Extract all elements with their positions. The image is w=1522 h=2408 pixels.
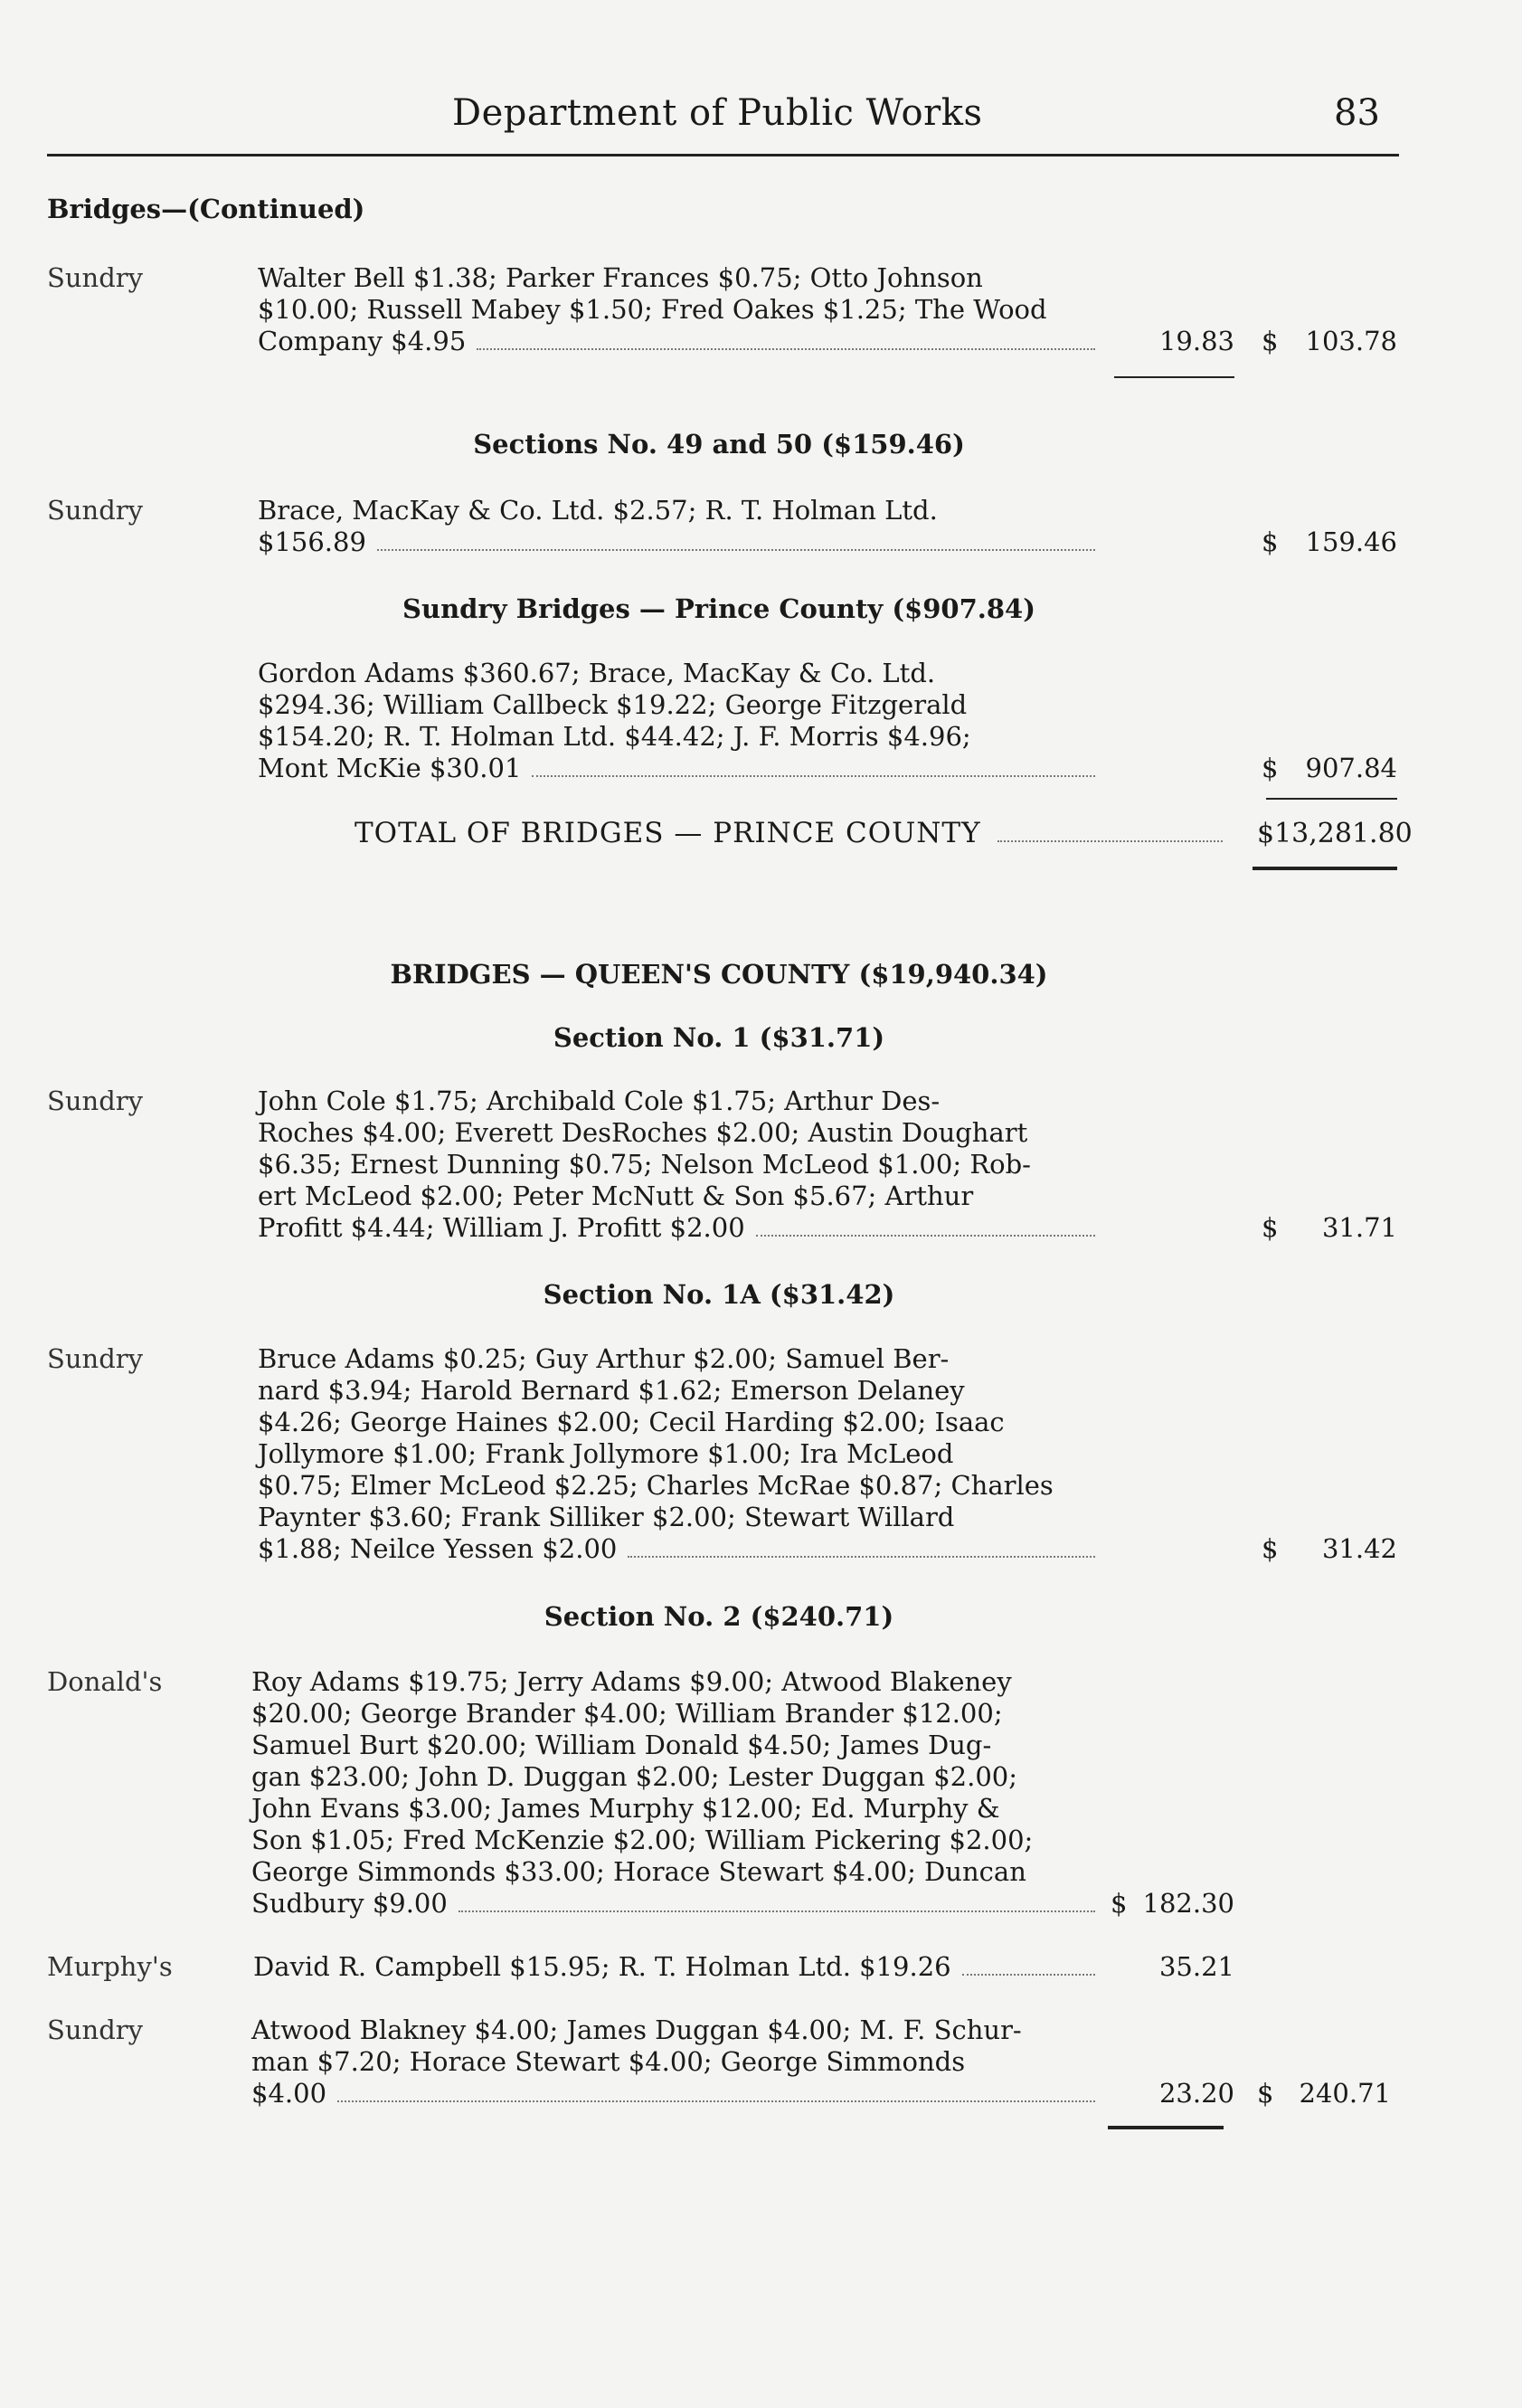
entry-line: gan $23.00; John D. Duggan $2.00; Lester Duggan $2.00; <box>251 1761 1018 1792</box>
entry-line: Atwood Blakney $4.00; James Duggan $4.00; M. F. Schur- <box>251 2015 1022 2045</box>
subtotal-rule <box>1108 2126 1224 2129</box>
entry-label: Sundry <box>47 262 144 293</box>
total-prince-county <box>355 817 1223 849</box>
entry-line: $10.00; Russell Mabey $1.50; Fred Oakes $1.25; The Wood <box>258 294 1047 325</box>
entry-last-line: Company $4.95 <box>258 326 1099 357</box>
entry-label: Murphy's <box>47 1951 173 1982</box>
entry-line: $294.36; William Callbeck $19.22; George Fitzgerald <box>258 689 968 720</box>
entry-line: Walter Bell $1.38; Parker Frances $0.75; Otto Johnson <box>258 262 983 293</box>
entry-line: Gordon Adams $360.67; Brace, MacKay & Co. Ltd. <box>258 658 936 688</box>
entry-line: man $7.20; Horace Stewart $4.00; George Simmonds <box>251 2046 966 2077</box>
entry-text <box>253 1951 1099 1983</box>
section-heading: Section No. 1A ($31.42) <box>543 1279 895 1310</box>
total-amount: 907.84 <box>1305 753 1397 783</box>
entry-line: $20.00; George Brander $4.00; William Brander $12.00; <box>251 1698 1003 1729</box>
entry-label: Sundry <box>47 495 144 526</box>
total-amount: 31.71 <box>1321 1212 1397 1243</box>
entry-last-line: Profitt $4.44; William J. Profitt $2.00 <box>258 1212 1099 1244</box>
entry-label: Sundry <box>47 1343 144 1374</box>
county-heading: BRIDGES — QUEEN'S COUNTY ($19,940.34) <box>390 959 1048 990</box>
entry-line: John Cole $1.75; Archibald Cole $1.75; Arthur Des- <box>258 1085 941 1116</box>
entry-line: nard $3.94; Harold Bernard $1.62; Emerson Delaney <box>258 1375 965 1406</box>
entry-line: Son $1.05; Fred McKenzie $2.00; William Pickering $2.00; <box>251 1825 1034 1855</box>
entry-line: ert McLeod $2.00; Peter McNutt & Son $5.67; Arthur <box>258 1180 974 1211</box>
entry-label: Sundry <box>47 2015 144 2045</box>
page-number: 83 <box>1334 92 1380 134</box>
entry-last-line: Mont McKie $30.01 <box>258 753 1099 784</box>
entry-line: $0.75; Elmer McLeod $2.25; Charles McRae $0.87; Charles <box>258 1470 1054 1501</box>
section-heading: Section No. 2 ($240.71) <box>544 1601 894 1632</box>
entry-text <box>258 1343 1099 1565</box>
entry-label: Sundry <box>47 1085 144 1116</box>
entry-last-line: David R. Campbell $15.95; R. T. Holman Ltd. $19.26 <box>253 1951 1099 1983</box>
entry-text <box>251 2015 1099 2109</box>
total-amount: 31.42 <box>1321 1533 1397 1564</box>
entry-line: Samuel Burt $20.00; William Donald $4.50; James Dug- <box>251 1730 992 1760</box>
dollar-sign: $ <box>1262 526 1279 557</box>
entry-line: Roy Adams $19.75; Jerry Adams $9.00; Atwood Blakeney <box>251 1666 1012 1697</box>
entry-text <box>251 1666 1099 1920</box>
subtotal-amount: 182.30 <box>1142 1888 1234 1919</box>
total-label: TOTAL OF BRIDGES — PRINCE COUNTY <box>355 817 981 849</box>
dollar-sign: $ <box>1262 1533 1279 1564</box>
dollar-sign: $ <box>1262 326 1279 356</box>
grand-total-rule <box>1253 867 1397 870</box>
dollar-sign: $ <box>1262 753 1279 783</box>
grand-total-amount: $13,281.80 <box>1257 818 1413 849</box>
section-heading: Sections No. 49 and 50 ($159.46) <box>473 429 965 460</box>
header-rule <box>47 154 1399 156</box>
entry-line: Roches $4.00; Everett DesRoches $2.00; Austin Doughart <box>258 1117 1028 1148</box>
entry-last-line: $156.89 <box>258 526 1099 558</box>
total-amount: 103.78 <box>1305 326 1397 356</box>
entry-text <box>258 658 1099 784</box>
entry-text <box>258 495 1099 558</box>
entry-last-line: Sudbury $9.00 <box>251 1888 1099 1920</box>
dollar-sign: $ <box>1262 1212 1279 1243</box>
total-amount: 159.46 <box>1305 526 1397 557</box>
entry-line: Brace, MacKay & Co. Ltd. $2.57; R. T. Holman Ltd. <box>258 495 938 526</box>
total-amount: 240.71 <box>1299 2078 1391 2109</box>
section-heading: Sundry Bridges — Prince County ($907.84) <box>402 593 1035 624</box>
continued-heading: Bridges—(Continued) <box>47 194 365 224</box>
entry-text <box>258 262 1099 357</box>
entry-label: Donald's <box>47 1666 163 1697</box>
entry-last-line: $4.00 <box>251 2078 1099 2109</box>
dollar-sign: $ <box>1111 1888 1128 1919</box>
page-title: Department of Public Works <box>452 92 983 134</box>
entry-line: George Simmonds $33.00; Horace Stewart $4.00; Duncan <box>251 1856 1026 1887</box>
entry-text <box>258 1085 1099 1244</box>
subtotal-rule <box>1266 798 1397 800</box>
subtotal-amount: 23.20 <box>1158 2078 1234 2109</box>
entry-line: Bruce Adams $0.25; Guy Arthur $2.00; Samuel Ber- <box>258 1343 950 1374</box>
subtotal-amount: 35.21 <box>1158 1951 1234 1982</box>
entry-line: John Evans $3.00; James Murphy $12.00; Ed. Murphy & <box>251 1793 1000 1824</box>
subtotal-amount: 19.83 <box>1158 326 1234 356</box>
subtotal-rule <box>1114 376 1234 378</box>
dollar-sign: $ <box>1257 2078 1274 2109</box>
section-heading: Section No. 1 ($31.71) <box>553 1022 885 1053</box>
entry-line: Paynter $3.60; Frank Silliker $2.00; Stewart Willard <box>258 1502 955 1532</box>
entry-line: $154.20; R. T. Holman Ltd. $44.42; J. F. Morris $4.96; <box>258 721 971 752</box>
entry-line: $6.35; Ernest Dunning $0.75; Nelson McLeod $1.00; Rob- <box>258 1149 1031 1180</box>
entry-line: $4.26; George Haines $2.00; Cecil Harding $2.00; Isaac <box>258 1407 1005 1437</box>
entry-line: Jollymore $1.00; Frank Jollymore $1.00; Ira McLeod <box>258 1438 954 1469</box>
entry-last-line: $1.88; Neilce Yessen $2.00 <box>258 1533 1099 1565</box>
